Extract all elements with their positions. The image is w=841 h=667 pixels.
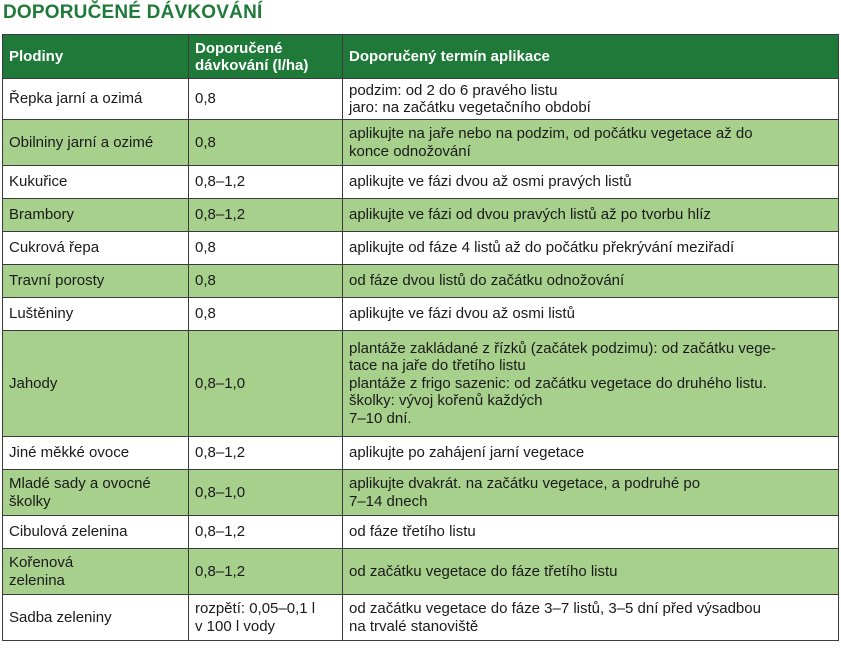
table-body [3, 79, 839, 641]
cell-line: od začátku vegetace do fáze třetího listu [349, 562, 618, 580]
table-row [3, 232, 839, 265]
cell-line: jaro: na začátku vegetačního období [349, 99, 591, 116]
cell-timing [343, 549, 839, 595]
cell-line: 7–14 dnech [349, 492, 428, 510]
cell-line: od začátku vegetace do fáze 3–7 listů, 3–5 dní před výsadbou [349, 600, 761, 617]
cell-timing [343, 595, 839, 641]
header-dose [189, 35, 343, 79]
cell-timing [343, 120, 839, 166]
cell-dose [189, 199, 343, 232]
cell-line: aplikujte dvakrát. na začátku vegetace, a podruhé po [349, 475, 701, 492]
cell-line: Brambory [9, 206, 75, 224]
cell-line: školky [9, 492, 51, 510]
cell-line: Cukrová řepa [9, 239, 100, 257]
cell-line: školky: vývoj kořenů každých [349, 392, 543, 410]
table-row [3, 470, 839, 516]
cell-dose [189, 79, 343, 120]
cell-line: rozpětí: 0,05–0,1 l [195, 600, 316, 617]
cell-line: 0,8 [195, 133, 216, 151]
cell-crop [3, 298, 189, 331]
cell-timing [343, 79, 839, 120]
cell-line: zelenina [9, 571, 65, 589]
cell-crop [3, 331, 189, 437]
cell-line: Travní porosty [9, 272, 105, 290]
cell-crop [3, 166, 189, 199]
cell-line: Mladé sady a ovocné [9, 475, 151, 492]
cell-crop [3, 437, 189, 470]
cell-line: aplikujte ve fázi dvou až osmi pravých listů [349, 173, 632, 191]
cell-line: aplikujte po zahájení jarní vegetace [349, 444, 585, 462]
cell-crop [3, 120, 189, 166]
cell-line: Cibulová zelenina [9, 523, 128, 541]
cell-line: Jahody [9, 374, 58, 392]
cell-line: aplikujte ve fázi dvou až osmi listů [349, 305, 575, 323]
cell-dose [189, 516, 343, 549]
cell-line: Řepka jarní a ozimá [9, 90, 143, 108]
cell-line: 0,8 [195, 272, 216, 290]
cell-line: 0,8–1,0 [195, 374, 246, 392]
cell-line: aplikujte od fáze 4 listů až do počátku překrývání meziřadí [349, 239, 735, 257]
cell-line: plantáže z frigo sazenic: od začátku vegetace do druhého listu. [349, 374, 767, 392]
cell-line: od fáze dvou listů do začátku odnožování [349, 272, 625, 290]
header-dose-line: Doporučené [195, 39, 283, 57]
cell-dose [189, 549, 343, 595]
cell-dose [189, 166, 343, 199]
cell-timing [343, 166, 839, 199]
cell-dose [189, 265, 343, 298]
cell-line: 0,8 [195, 239, 216, 257]
cell-crop [3, 199, 189, 232]
cell-line: 7–10 dní. [349, 409, 412, 427]
cell-timing [343, 331, 839, 437]
cell-timing [343, 470, 839, 516]
table-header-row [3, 35, 839, 79]
cell-line: 0,8–1,2 [195, 206, 246, 224]
cell-dose [189, 595, 343, 641]
header-crop: Plodiny [3, 35, 189, 79]
cell-line: Sadba zeleniny [9, 608, 112, 626]
table-row [3, 437, 839, 470]
dosage-table [2, 34, 839, 641]
cell-line: tace na jaře do třetího listu [349, 357, 526, 375]
cell-line: na trvalé stanoviště [349, 617, 479, 635]
table-row [3, 79, 839, 120]
cell-dose [189, 437, 343, 470]
cell-line: 0,8–1,2 [195, 562, 246, 580]
cell-line: 0,8 [195, 90, 216, 108]
cell-line: aplikujte na jaře nebo na podzim, od počátku vegetace až do [349, 125, 753, 142]
cell-line: aplikujte ve fázi od dvou pravých listů až po tvorbu hlíz [349, 206, 711, 224]
cell-line: konce odnožování [349, 142, 471, 160]
cell-timing [343, 437, 839, 470]
cell-timing [343, 298, 839, 331]
table-row [3, 265, 839, 298]
table-row [3, 331, 839, 437]
cell-crop [3, 265, 189, 298]
cell-crop [3, 549, 189, 595]
cell-timing [343, 516, 839, 549]
page-title: DOPORUČENÉ DÁVKOVÁNÍ [3, 2, 263, 23]
table-row [3, 516, 839, 549]
table-row [3, 166, 839, 199]
cell-crop [3, 232, 189, 265]
table-row [3, 595, 839, 641]
cell-crop [3, 595, 189, 641]
cell-line: plantáže zakládané z řízků (začátek podzimu): od začátku vege- [349, 339, 776, 357]
cell-timing [343, 265, 839, 298]
table-row [3, 199, 839, 232]
cell-line: od fáze třetího listu [349, 523, 476, 541]
table-row [3, 298, 839, 331]
cell-line: Kořenová [9, 554, 74, 571]
cell-crop [3, 79, 189, 120]
cell-line: 0,8–1,2 [195, 173, 246, 191]
header-dose-line: dávkování (l/ha) [195, 56, 309, 74]
cell-line: Kukuřice [9, 173, 68, 191]
cell-dose [189, 298, 343, 331]
cell-line: v 100 l vody [195, 617, 276, 635]
cell-line: 0,8–1,0 [195, 483, 246, 501]
table-row [3, 549, 839, 595]
cell-crop [3, 516, 189, 549]
header-timing: Doporučený termín aplikace [343, 35, 839, 79]
cell-dose [189, 331, 343, 437]
cell-dose [189, 470, 343, 516]
table-row [3, 120, 839, 166]
cell-dose [189, 120, 343, 166]
cell-line: 0,8–1,2 [195, 444, 246, 462]
cell-timing [343, 232, 839, 265]
cell-line: 0,8 [195, 305, 216, 323]
cell-line: Jiné měkké ovoce [9, 444, 130, 462]
cell-crop [3, 470, 189, 516]
cell-line: podzim: od 2 do 6 pravého listu [349, 81, 558, 99]
cell-line: 0,8–1,2 [195, 523, 246, 541]
cell-dose [189, 232, 343, 265]
cell-timing [343, 199, 839, 232]
cell-line: Luštěniny [9, 305, 74, 323]
cell-line: Obilniny jarní a ozimé [9, 133, 154, 151]
